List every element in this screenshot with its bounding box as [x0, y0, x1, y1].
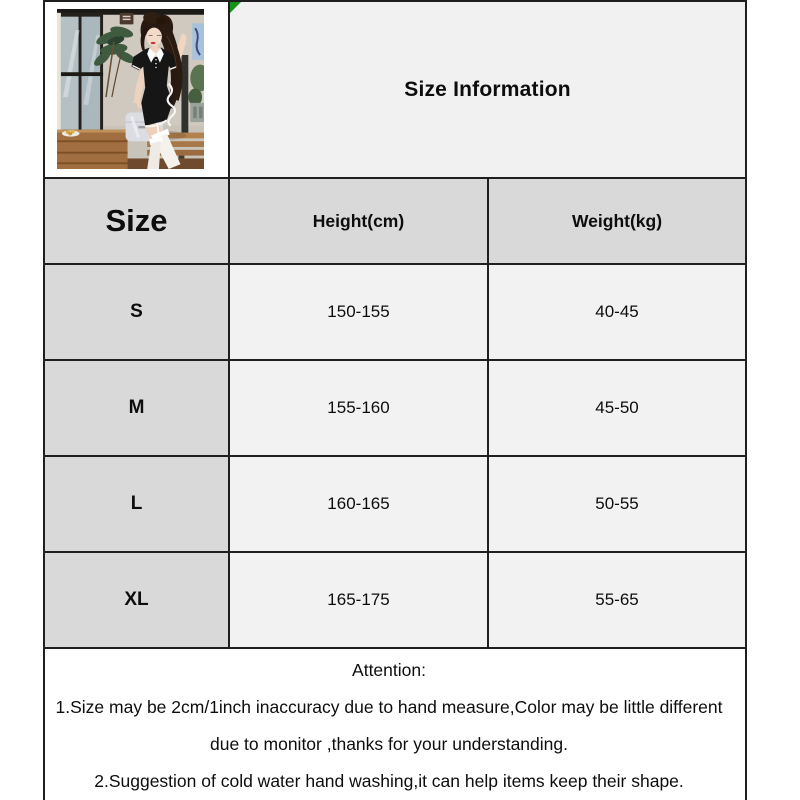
attention-heading: Attention: [352, 660, 426, 680]
table-header-row [44, 178, 746, 264]
page-title: Size Information [404, 77, 571, 101]
weight-cell: 45-50 [488, 360, 746, 456]
height-cell: 165-175 [229, 552, 488, 648]
attention-note [44, 648, 746, 800]
height-cell: 160-165 [229, 456, 488, 552]
table-row-m [44, 360, 746, 456]
height-cell: 150-155 [229, 264, 488, 360]
size-cell: L [44, 456, 229, 552]
weight-cell: 55-65 [488, 552, 746, 648]
table-row-xl [44, 552, 746, 648]
size-cell: XL [44, 552, 229, 648]
column-header-size: Size [44, 178, 229, 264]
table-row-l [44, 456, 746, 552]
column-header-weight: Weight(kg) [488, 178, 746, 264]
height-cell: 155-160 [229, 360, 488, 456]
size-cell: M [44, 360, 229, 456]
product-photo-cell [44, 1, 229, 178]
size-cell: S [44, 264, 229, 360]
attention-note-1: 1.Size may be 2cm/1inch inaccuracy due to hand measure,Color may be little different due to monitor ,thanks for your understanding. [55, 697, 723, 754]
photo-title-row [44, 1, 746, 178]
table-row-s [44, 264, 746, 360]
size-information-table [43, 0, 747, 800]
attention-note-2: 2.Suggestion of cold water hand washing,it can help items keep their shape. [94, 771, 684, 791]
weight-cell: 40-45 [488, 264, 746, 360]
column-header-height: Height(cm) [229, 178, 488, 264]
attention-row [44, 648, 746, 800]
weight-cell: 50-55 [488, 456, 746, 552]
green-corner-flag-icon [230, 2, 241, 13]
product-photo [57, 9, 204, 169]
title-cell [229, 1, 746, 178]
